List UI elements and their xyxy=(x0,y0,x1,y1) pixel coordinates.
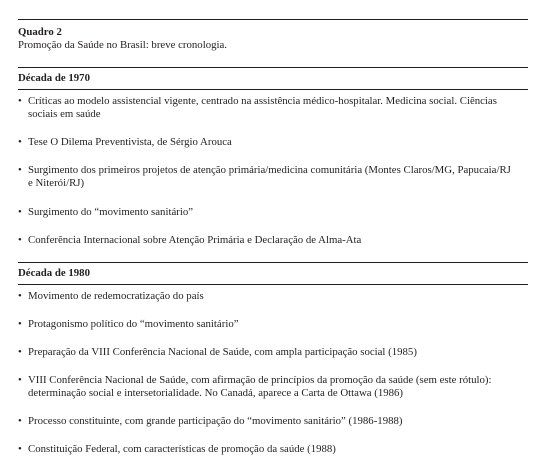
bullet: • xyxy=(18,234,22,246)
list-item xyxy=(18,346,518,359)
list-item-text: Preparação da VIII Conferência Nacional de Saúde, com ampla participação social (1985) xyxy=(28,346,417,358)
bullet: • xyxy=(18,374,22,386)
section-rule-1970 xyxy=(18,67,528,68)
section-heading-1980: Década de 1980 xyxy=(18,267,90,279)
list-item-text: Surgimento dos primeiros projetos de atenção primária/medicina comunitária (Montes Claros/MG, Papucaia/RJ e Niterói/RJ) xyxy=(28,164,511,189)
bullet: • xyxy=(18,164,22,176)
bullet: • xyxy=(18,95,22,107)
list-item-text: Constituição Federal, com características de promoção da saúde (1988) xyxy=(28,443,336,455)
bullet: • xyxy=(18,136,22,148)
bullet: • xyxy=(18,415,22,427)
box-caption: Promoção da Saúde no Brasil: breve cronologia. xyxy=(18,39,227,51)
bullet: • xyxy=(18,346,22,358)
bullet: • xyxy=(18,290,22,302)
heading-underline-1980 xyxy=(18,284,528,285)
box-label: Quadro 2 xyxy=(18,26,62,38)
list-item-text: Movimento de redemocratização do país xyxy=(28,290,204,302)
list-item-text: Processo constituinte, com grande participação do “movimento sanitário” (1986-1988) xyxy=(28,415,403,427)
list-item xyxy=(18,318,518,331)
top-rule xyxy=(18,19,528,20)
list-item-text: Protagonismo político do “movimento sanitário” xyxy=(28,318,239,330)
list-item xyxy=(18,136,518,149)
list-item xyxy=(18,164,518,190)
list-item-text: Críticas ao modelo assistencial vigente, centrado na assistência médico-hospitalar. Medicina social. Ciências sociais em saúde xyxy=(28,95,497,120)
list-item xyxy=(18,374,518,400)
box-header xyxy=(18,26,227,52)
list-item xyxy=(18,206,518,219)
bullet: • xyxy=(18,443,22,455)
list-item xyxy=(18,443,518,456)
bullet: • xyxy=(18,206,22,218)
section-heading-1970: Década de 1970 xyxy=(18,72,90,84)
list-item-text: VIII Conferência Nacional de Saúde, com afirmação de princípios da promoção da saúde (sem este rótulo): determinação social e intersetorialidade. No Canadá, aparece a Carta de Ottawa (1986) xyxy=(28,374,492,399)
section-rule-1980 xyxy=(18,262,528,263)
list-item xyxy=(18,234,518,247)
list-item xyxy=(18,95,518,121)
list-item xyxy=(18,415,518,428)
list-item-text: Conferência Internacional sobre Atenção Primária e Declaração de Alma-Ata xyxy=(28,234,362,246)
list-item-text: Surgimento do “movimento sanitário” xyxy=(28,206,194,218)
bullet: • xyxy=(18,318,22,330)
list-item-text: Tese O Dilema Preventivista, de Sérgio Arouca xyxy=(28,136,232,148)
list-item xyxy=(18,290,518,303)
heading-underline-1970 xyxy=(18,89,528,90)
